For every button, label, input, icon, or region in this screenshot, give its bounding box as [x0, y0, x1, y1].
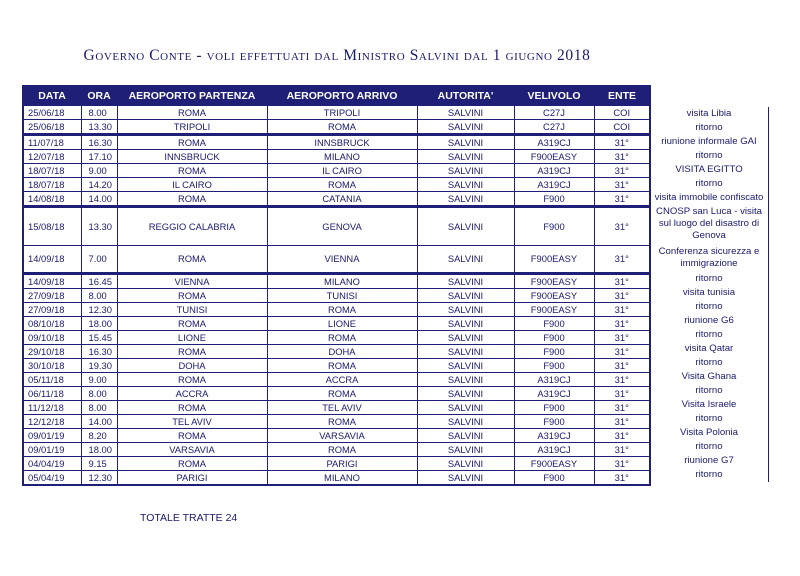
cell-ora: 9.15 — [81, 457, 117, 471]
cell-data: 29/10/18 — [23, 345, 81, 359]
cell-partenza: IL CAIRO — [117, 178, 267, 192]
table-header-row — [23, 86, 650, 105]
cell-ora: 18.00 — [81, 317, 117, 331]
cell-velivolo: C27J — [514, 105, 594, 120]
cell-ora: 9.00 — [81, 373, 117, 387]
cell-ente: 31° — [594, 274, 650, 289]
cell-arrivo: ROMA — [267, 387, 417, 401]
note-item: ritorno — [695, 301, 723, 312]
table-row — [23, 401, 650, 415]
cell-ente: 31° — [594, 387, 650, 401]
total-flights: TOTALE TRATTE 24 — [140, 512, 238, 524]
table-row — [23, 457, 650, 471]
cell-arrivo: ROMA — [267, 415, 417, 429]
cell-partenza: ROMA — [117, 345, 267, 359]
table-row — [23, 359, 650, 373]
cell-data: 11/12/18 — [23, 401, 81, 415]
table-row — [23, 192, 650, 207]
note-item: CNOSP san Luca - visita sul luogo del disastro di Genova — [656, 206, 762, 241]
note-item: ritorno — [695, 329, 723, 340]
cell-data: 27/09/18 — [23, 303, 81, 317]
cell-autorita: SALVINI — [417, 192, 514, 207]
note-item: ritorno — [695, 385, 723, 396]
cell-arrivo: LIONE — [267, 317, 417, 331]
cell-autorita: SALVINI — [417, 415, 514, 429]
cell-velivolo: F900EASY — [514, 150, 594, 164]
cell-partenza: DOHA — [117, 359, 267, 373]
cell-data: 15/08/18 — [23, 207, 81, 246]
cell-ente: 31° — [594, 331, 650, 345]
cell-ente: 31° — [594, 207, 650, 246]
cell-velivolo: F900 — [514, 359, 594, 373]
cell-partenza: ROMA — [117, 429, 267, 443]
cell-ora: 8.00 — [81, 401, 117, 415]
header-ora: ORA — [81, 86, 117, 105]
cell-autorita: SALVINI — [417, 246, 514, 274]
cell-autorita: SALVINI — [417, 178, 514, 192]
cell-velivolo: A319CJ — [514, 387, 594, 401]
cell-ente: 31° — [594, 415, 650, 429]
cell-arrivo: ROMA — [267, 178, 417, 192]
cell-ente: 31° — [594, 303, 650, 317]
cell-ente: 31° — [594, 135, 650, 150]
cell-ora: 14.00 — [81, 192, 117, 207]
cell-velivolo: F900EASY — [514, 457, 594, 471]
cell-ente: 31° — [594, 164, 650, 178]
cell-data: 14/09/18 — [23, 274, 81, 289]
page-title: Governo Conte - voli effettuati dal Ministro Salvini dal 1 giugno 2018 — [83, 47, 591, 64]
cell-autorita: SALVINI — [417, 457, 514, 471]
cell-partenza: VIENNA — [117, 274, 267, 289]
notes-column — [650, 107, 769, 482]
cell-data: 12/07/18 — [23, 150, 81, 164]
note-item: ritorno — [695, 469, 723, 480]
cell-velivolo: F900 — [514, 331, 594, 345]
cell-partenza: VARSAVIA — [117, 443, 267, 457]
cell-data: 09/01/19 — [23, 429, 81, 443]
note-item: ritorno — [695, 122, 723, 133]
table-row — [23, 164, 650, 178]
cell-data: 27/09/18 — [23, 289, 81, 303]
cell-data: 18/07/18 — [23, 178, 81, 192]
cell-ora: 8.20 — [81, 429, 117, 443]
cell-arrivo: PARIGI — [267, 457, 417, 471]
note-item: ritorno — [695, 357, 723, 368]
cell-ora: 8.00 — [81, 289, 117, 303]
cell-arrivo: ROMA — [267, 120, 417, 135]
note-item: riunione informale GAI — [661, 136, 757, 147]
header-data: DATA — [23, 86, 81, 105]
table-row — [23, 207, 650, 246]
cell-data: 09/01/19 — [23, 443, 81, 457]
cell-velivolo: A319CJ — [514, 373, 594, 387]
cell-partenza: ROMA — [117, 373, 267, 387]
cell-data: 09/10/18 — [23, 331, 81, 345]
cell-velivolo: F900 — [514, 345, 594, 359]
table-row — [23, 178, 650, 192]
table-row — [23, 317, 650, 331]
cell-data: 12/12/18 — [23, 415, 81, 429]
cell-partenza: ROMA — [117, 105, 267, 120]
cell-partenza: ROMA — [117, 457, 267, 471]
cell-data: 25/06/18 — [23, 120, 81, 135]
cell-partenza: ROMA — [117, 135, 267, 150]
cell-arrivo: DOHA — [267, 345, 417, 359]
cell-ente: 31° — [594, 345, 650, 359]
header-velivolo: VELIVOLO — [514, 86, 594, 105]
cell-ora: 13.30 — [81, 120, 117, 135]
header-ente: ENTE — [594, 86, 650, 105]
cell-ente: 31° — [594, 373, 650, 387]
note-item: visita Libia — [686, 108, 732, 119]
table-row — [23, 429, 650, 443]
cell-arrivo: INNSBRUCK — [267, 135, 417, 150]
cell-data: 05/04/19 — [23, 471, 81, 486]
cell-data: 14/08/18 — [23, 192, 81, 207]
table-row — [23, 415, 650, 429]
cell-data: 05/11/18 — [23, 373, 81, 387]
cell-velivolo: A319CJ — [514, 135, 594, 150]
cell-partenza: ACCRA — [117, 387, 267, 401]
note-item: Visita Israele — [681, 399, 737, 410]
cell-ente: 31° — [594, 443, 650, 457]
cell-ente: 31° — [594, 457, 650, 471]
cell-velivolo: F900 — [514, 471, 594, 486]
cell-velivolo: F900EASY — [514, 303, 594, 317]
note-item: ritorno — [695, 150, 723, 161]
table-row — [23, 345, 650, 359]
cell-ente: COI — [594, 120, 650, 135]
header-aeroporto-arrivo: AEROPORTO ARRIVO — [267, 86, 417, 105]
cell-arrivo: MILANO — [267, 274, 417, 289]
cell-data: 08/10/18 — [23, 317, 81, 331]
cell-autorita: SALVINI — [417, 471, 514, 486]
cell-autorita: SALVINI — [417, 401, 514, 415]
cell-data: 11/07/18 — [23, 135, 81, 150]
cell-arrivo: ROMA — [267, 303, 417, 317]
cell-partenza: ROMA — [117, 289, 267, 303]
cell-arrivo: IL CAIRO — [267, 164, 417, 178]
cell-autorita: SALVINI — [417, 207, 514, 246]
header-aeroporto-partenza: AEROPORTO PARTENZA — [117, 86, 267, 105]
cell-ente: 31° — [594, 359, 650, 373]
note-item: ritorno — [695, 273, 723, 284]
cell-ora: 19.30 — [81, 359, 117, 373]
cell-velivolo: A319CJ — [514, 429, 594, 443]
note-item: visita tunisia — [682, 287, 736, 298]
cell-data: 04/04/19 — [23, 457, 81, 471]
note-item: visita immobile confiscato — [654, 192, 764, 203]
cell-ora: 16.30 — [81, 135, 117, 150]
cell-data: 14/09/18 — [23, 246, 81, 274]
note-item: ritorno — [695, 413, 723, 424]
note-item: ritorno — [695, 441, 723, 452]
cell-ente: 31° — [594, 192, 650, 207]
table-row — [23, 135, 650, 150]
cell-data: 06/11/18 — [23, 387, 81, 401]
cell-ente: 31° — [594, 246, 650, 274]
cell-autorita: SALVINI — [417, 150, 514, 164]
note-item: riunione G6 — [684, 315, 734, 326]
cell-ente: 31° — [594, 429, 650, 443]
table-row — [23, 289, 650, 303]
cell-ora: 12.30 — [81, 471, 117, 486]
cell-velivolo: F900 — [514, 401, 594, 415]
cell-autorita: SALVINI — [417, 359, 514, 373]
cell-velivolo: A319CJ — [514, 443, 594, 457]
cell-partenza: ROMA — [117, 246, 267, 274]
cell-arrivo: ACCRA — [267, 373, 417, 387]
cell-autorita: SALVINI — [417, 120, 514, 135]
cell-autorita: SALVINI — [417, 289, 514, 303]
table-row — [23, 443, 650, 457]
cell-autorita: SALVINI — [417, 331, 514, 345]
table-row — [23, 150, 650, 164]
cell-ora: 8.00 — [81, 105, 117, 120]
cell-autorita: SALVINI — [417, 345, 514, 359]
cell-ora: 16.45 — [81, 274, 117, 289]
table-row — [23, 331, 650, 345]
flights-table — [22, 85, 651, 486]
cell-partenza: PARIGI — [117, 471, 267, 486]
cell-ora: 8.00 — [81, 387, 117, 401]
cell-partenza: REGGIO CALABRIA — [117, 207, 267, 246]
cell-partenza: ROMA — [117, 317, 267, 331]
cell-partenza: TRIPOLI — [117, 120, 267, 135]
note-item: VISITA EGITTO — [675, 164, 743, 175]
cell-arrivo: ROMA — [267, 443, 417, 457]
cell-arrivo: TUNISI — [267, 289, 417, 303]
cell-ora: 7.00 — [81, 246, 117, 274]
table-row — [23, 274, 650, 289]
cell-autorita: SALVINI — [417, 303, 514, 317]
cell-ora: 18.00 — [81, 443, 117, 457]
cell-arrivo: TEL AVIV — [267, 401, 417, 415]
table-row — [23, 105, 650, 120]
cell-autorita: SALVINI — [417, 387, 514, 401]
cell-data: 25/06/18 — [23, 105, 81, 120]
cell-autorita: SALVINI — [417, 373, 514, 387]
cell-partenza: INNSBRUCK — [117, 150, 267, 164]
cell-autorita: SALVINI — [417, 164, 514, 178]
cell-ora: 14.20 — [81, 178, 117, 192]
cell-ora: 17.10 — [81, 150, 117, 164]
cell-ente: 31° — [594, 401, 650, 415]
cell-ora: 13.30 — [81, 207, 117, 246]
cell-partenza: ROMA — [117, 164, 267, 178]
cell-velivolo: A319CJ — [514, 164, 594, 178]
cell-partenza: ROMA — [117, 192, 267, 207]
cell-ente: 31° — [594, 150, 650, 164]
cell-arrivo: VARSAVIA — [267, 429, 417, 443]
cell-arrivo: CATANIA — [267, 192, 417, 207]
cell-ente: 31° — [594, 289, 650, 303]
cell-velivolo: C27J — [514, 120, 594, 135]
cell-velivolo: F900 — [514, 192, 594, 207]
cell-partenza: TEL AVIV — [117, 415, 267, 429]
cell-velivolo: F900EASY — [514, 274, 594, 289]
cell-velivolo: F900 — [514, 207, 594, 246]
cell-arrivo: ROMA — [267, 359, 417, 373]
cell-arrivo: MILANO — [267, 150, 417, 164]
note-item: visita Qatar — [684, 343, 734, 354]
table-row — [23, 471, 650, 486]
table-row — [23, 120, 650, 135]
cell-ora: 16.30 — [81, 345, 117, 359]
cell-data: 18/07/18 — [23, 164, 81, 178]
cell-partenza: LIONE — [117, 331, 267, 345]
cell-ora: 15.45 — [81, 331, 117, 345]
cell-autorita: SALVINI — [417, 317, 514, 331]
cell-ente: 31° — [594, 178, 650, 192]
cell-velivolo: F900EASY — [514, 289, 594, 303]
cell-partenza: TUNISI — [117, 303, 267, 317]
cell-autorita: SALVINI — [417, 443, 514, 457]
cell-arrivo: TRIPOLI — [267, 105, 417, 120]
note-item: ritorno — [695, 178, 723, 189]
cell-data: 30/10/18 — [23, 359, 81, 373]
cell-autorita: SALVINI — [417, 135, 514, 150]
note-item: Conferenza sicurezza e immigrazione — [658, 245, 760, 269]
cell-autorita: SALVINI — [417, 429, 514, 443]
cell-arrivo: VIENNA — [267, 246, 417, 274]
note-item: Visita Polonia — [680, 427, 738, 438]
cell-velivolo: F900EASY — [514, 246, 594, 274]
cell-arrivo: GENOVA — [267, 207, 417, 246]
cell-autorita: SALVINI — [417, 274, 514, 289]
cell-ente: 31° — [594, 471, 650, 486]
cell-ora: 9.00 — [81, 164, 117, 178]
table-row — [23, 387, 650, 401]
cell-velivolo: F900 — [514, 415, 594, 429]
cell-velivolo: A319CJ — [514, 178, 594, 192]
cell-ora: 12.30 — [81, 303, 117, 317]
table-row — [23, 246, 650, 274]
cell-partenza: ROMA — [117, 401, 267, 415]
cell-arrivo: MILANO — [267, 471, 417, 486]
cell-ora: 14.00 — [81, 415, 117, 429]
cell-ente: 31° — [594, 317, 650, 331]
note-item: riunione G7 — [684, 455, 734, 466]
cell-velivolo: F900 — [514, 317, 594, 331]
cell-arrivo: ROMA — [267, 331, 417, 345]
cell-autorita: SALVINI — [417, 105, 514, 120]
table-row — [23, 373, 650, 387]
table-row — [23, 303, 650, 317]
header-autorita: AUTORITA' — [417, 86, 514, 105]
note-item: Visita Ghana — [681, 371, 737, 382]
cell-ente: COI — [594, 105, 650, 120]
